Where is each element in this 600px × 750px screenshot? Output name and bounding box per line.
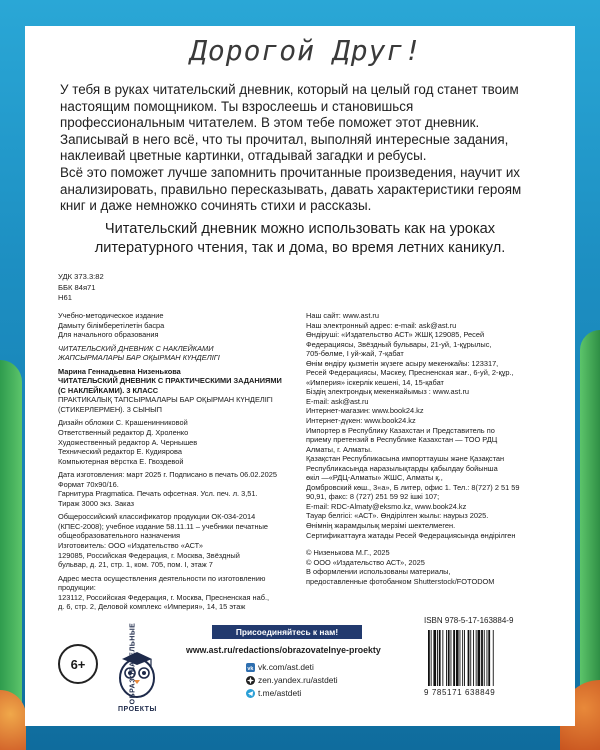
imprint-line: Изготовитель: ООО «Издательство «АСТ» — [58, 541, 203, 551]
intro-paragraph: Всё это поможет лучше запомнить прочитанные произведения, научит их анализировать, правильно пересказывать, давать характеристики героям книг и даже немножко сочинять стихи и рассказы. — [60, 164, 522, 214]
imprint-line: Республикасында наразылықтарды қабылдау бойынша — [306, 463, 498, 473]
imprint-line: Формат 70x90/16. — [58, 479, 119, 489]
intro-text — [60, 82, 540, 215]
barcode-bar — [451, 630, 452, 686]
classification-codes — [58, 272, 104, 304]
imprint-line: Наш сайт: www.ast.ru — [306, 311, 379, 320]
barcode-bar — [442, 630, 443, 686]
imprint-line: предоставленные фотобанком Shutterstock/FOTODOM — [306, 576, 495, 586]
credit-line: Дизайн обложки С. Крашенинниковой — [58, 418, 188, 428]
imprint-line: Тираж 3000 экз. Заказ — [58, 498, 134, 508]
barcode-bar — [456, 630, 459, 686]
imprint-line: Ресей Федерациясы, Мәскеу, Пресненская жағ., 6-уй, 2-құр., — [306, 368, 514, 378]
lead-text: Читательский дневник можно использовать как на уроках литературного чтения, так и дома, во время летних каникул. — [94, 221, 506, 256]
telegram-link-text: t.me/astdeti — [258, 688, 302, 698]
imprint-line: Гарнитура Pragmatica. Печать офсетная. Усл. печ. л. 3,51. — [58, 489, 258, 499]
zen-icon — [246, 676, 255, 685]
imprint-line: общеобразовательного назначения — [58, 531, 181, 541]
imprint-line: Дата изготовления: март 2025 г. Подписано в печать 06.02.2025 — [58, 470, 277, 480]
imprint-line: E-mail: RDC-Almaty@eksmo.kz, www.book24.kz — [306, 501, 467, 511]
imprint-right-column — [306, 311, 546, 586]
imprint-line: приему претензий в Республике Казахстан — ТОО РДЦ — [306, 435, 498, 445]
imprint-line: Тауар белгiсi: «АСТ». Өндiрiлген жылы: наурыз 2025. — [306, 511, 489, 521]
imprint-line: д. 6, стр. 2, Деловой комплекс «Империя», 14, 15 этаж — [58, 602, 246, 612]
imprint-line: Домбровский көш., 3«а», Б литер, офис 1. Тел.: 8(727) 2 51 59 — [306, 482, 520, 492]
imprint-line: Адрес места осуществления деятельности по изготовлению — [58, 573, 266, 583]
barcode-bar — [488, 630, 490, 686]
imprint-line: Өнiм өндiру қызметiн жүзеге асыру мекенжайы: 123317, — [306, 358, 499, 368]
zen-link[interactable] — [246, 675, 338, 685]
barcode-bar — [428, 630, 430, 686]
barcode-bar — [439, 630, 441, 686]
barcode-bar — [464, 630, 465, 686]
copyright-line: © Низенькова М.Г., 2025 — [306, 548, 390, 558]
isbn-number: ISBN 978-5-17-163884-9 — [424, 616, 514, 625]
owl-mascot-icon — [104, 628, 170, 718]
credit-line: Компьютерная вёрстка Е. Гвоздевой — [58, 456, 184, 466]
website-link[interactable]: www.ast.ru/redactions/obrazovatelnye-proekty — [186, 645, 381, 655]
logo-text-top: ОБРАЗОВАТЕЛЬНЫЕ — [129, 622, 137, 705]
intro-paragraph: Записывай в него всё, что ты прочитал, выполняй интересные задания, наклеивай цветные картинки, отгадывай загадки и ребусы. — [60, 131, 509, 164]
age-rating-badge: 6+ — [58, 644, 98, 684]
imprint-line: 129085, Российская Федерация, г. Москва, Звёздный — [58, 550, 240, 560]
imprint-line: В оформлении использованы материалы, — [306, 567, 451, 577]
barcode-bar — [478, 630, 481, 686]
book-title: (С НАКЛЕЙКАМИ). 3 КЛАСС — [58, 385, 159, 395]
barcode-bar — [487, 630, 488, 686]
barcode-bar — [460, 630, 461, 686]
barcode-bar — [476, 630, 477, 686]
vk-link-text: vk.com/ast.deti — [258, 662, 314, 672]
bbk-code: ББК 84я71 — [58, 282, 96, 292]
barcode-bar — [437, 630, 438, 686]
barcode-bar — [481, 630, 483, 686]
barcode-bar — [470, 630, 471, 686]
svg-text:vk: vk — [247, 665, 254, 672]
imprint-line: Бiздiң электрондық мекенжайымыз : www.ast.ru — [306, 387, 470, 397]
barcode-bar — [462, 630, 463, 686]
imprint-line: ЧИТАТЕЛЬСКИЙ ДНЕВНИК С НАКЛЕЙКАМИ — [58, 343, 214, 353]
copyright-line: © ООО «Издательство АСТ», 2025 — [306, 557, 425, 567]
page-title: Дорогой Друг! — [190, 34, 423, 67]
publisher-logo — [104, 622, 170, 718]
imprint-line: Интернет-магазин: www.book24.kz — [306, 406, 424, 416]
credit-line: Технический редактор Е. Кудиярова — [58, 447, 182, 457]
book-title: ЧИТАТЕЛЬСКИЙ ДНЕВНИК С ПРАКТИЧЕСКИМИ ЗАДАНИЯМИ — [58, 376, 282, 386]
imprint-line: Өнiмнiң жарамдылық мерзiмi шектелмеген. — [306, 521, 456, 531]
barcode — [426, 630, 526, 686]
imprint-line: Наш электронный адрес: e-mail: ask@ast.ru — [306, 320, 457, 330]
vk-link[interactable] — [246, 662, 314, 672]
telegram-link[interactable] — [246, 688, 301, 698]
imprint-line: Сертификаттауға жатады Ресей Федерациясында өндiрiлген — [306, 530, 516, 540]
barcode-bar — [468, 630, 470, 686]
barcode-bar — [484, 630, 485, 686]
imprint-line: Импортер в Республику Казахстан и Представитель по — [306, 425, 495, 435]
barcode-bar — [431, 630, 432, 686]
imprint-line: Учебно-методическое издание — [58, 311, 164, 320]
intro-paragraph: У тебя в руках читательский дневник, который на целый год станет твоим настоящим помощником. Ты взрослеешь и становишься профессиональным читателем. В этом тебе поможет этот дневник. — [60, 82, 519, 131]
barcode-bar — [493, 630, 494, 686]
imprint-line: Өндiрушi: «Издательство АСТ» ЖШҚ 129085, Ресей — [306, 330, 485, 340]
imprint-line: 90,91, факс: 8 (727) 251 59 92 iшкi 107; — [306, 492, 440, 502]
imprint-line: ЖАПСЫРМАЛАРЫ БАР ОҚЫРМАН КҮНДЕЛIГI — [58, 353, 220, 363]
imprint-line: 705-бөлме, I уй-жай, 7-қабат — [306, 349, 404, 359]
barcode-bar — [446, 630, 447, 686]
imprint-line: Дамыту бiлiмберетiлетiн басра — [58, 320, 165, 330]
barcode-digits: 9 785171 638849 — [424, 688, 496, 697]
imprint-line: 123112, Российская Федерация, г. Москва, Пресненская наб., — [58, 592, 270, 602]
barcode-bar — [433, 630, 436, 686]
author-name: Марина Геннадьевна Низенькова — [58, 366, 181, 376]
imprint-line: Общероссийский классификатор продукции ОК-034-2014 — [58, 512, 256, 522]
imprint-line: (СТИКЕРЛЕРМЕН). 3 СЫНЫП — [58, 404, 162, 414]
imprint-line: өкiл —«РДЦ-Алматы» ЖШС, Алматы қ., — [306, 473, 443, 483]
imprint-line: ПРАКТИКАЛЫҚ ТАПСЫРМАЛАРЫ БАР ОҚЫРМАН КҮНДЕЛIГI — [58, 395, 273, 405]
credit-line: Художественный редактор А. Чернышев — [58, 437, 198, 447]
imprint-line: E-mail: ask@ast.ru — [306, 396, 369, 406]
imprint-left-column — [58, 311, 293, 612]
author-mark: Н61 — [58, 293, 72, 302]
imprint-line: Для начального образования — [58, 330, 159, 340]
barcode-bar — [448, 630, 450, 686]
imprint-line: «Империя» iскерлiк кешенi, 14, 15-қабат — [306, 377, 444, 387]
vk-icon — [246, 663, 255, 672]
imprint-line: продукции: — [58, 583, 96, 593]
logo-text-bottom: ПРОЕКТЫ — [118, 706, 157, 713]
imprint-line: Интернет-дүкен: www.book24.kz — [306, 416, 416, 426]
imprint-line: Алматы, г. Алматы. — [306, 444, 372, 454]
zen-link-text: zen.yandex.ru/astdeti — [258, 675, 338, 685]
imprint-line: Федерациясы, Звёздный бульвары, 21-уй, 1-құрылыс, — [306, 339, 492, 349]
udk-code: УДК 373.3:82 — [58, 272, 104, 281]
telegram-icon — [246, 689, 255, 698]
imprint-line: бульвар, д. 21, стр. 1, ком. 705, пом. I, этаж 7 — [58, 560, 213, 570]
barcode-bar — [453, 630, 455, 686]
credit-line: Ответственный редактор Д. Хроленко — [58, 428, 189, 438]
imprint-line: Қазақстан Республикасына импорттаушы және Қазақстан — [306, 454, 505, 464]
imprint-line: (КПЕС-2008); учебное издание 58.11.11 – учебники печатные — [58, 521, 268, 531]
join-us-banner: Присоединяйтесь к нам! — [212, 625, 362, 639]
barcode-bar — [473, 630, 474, 686]
